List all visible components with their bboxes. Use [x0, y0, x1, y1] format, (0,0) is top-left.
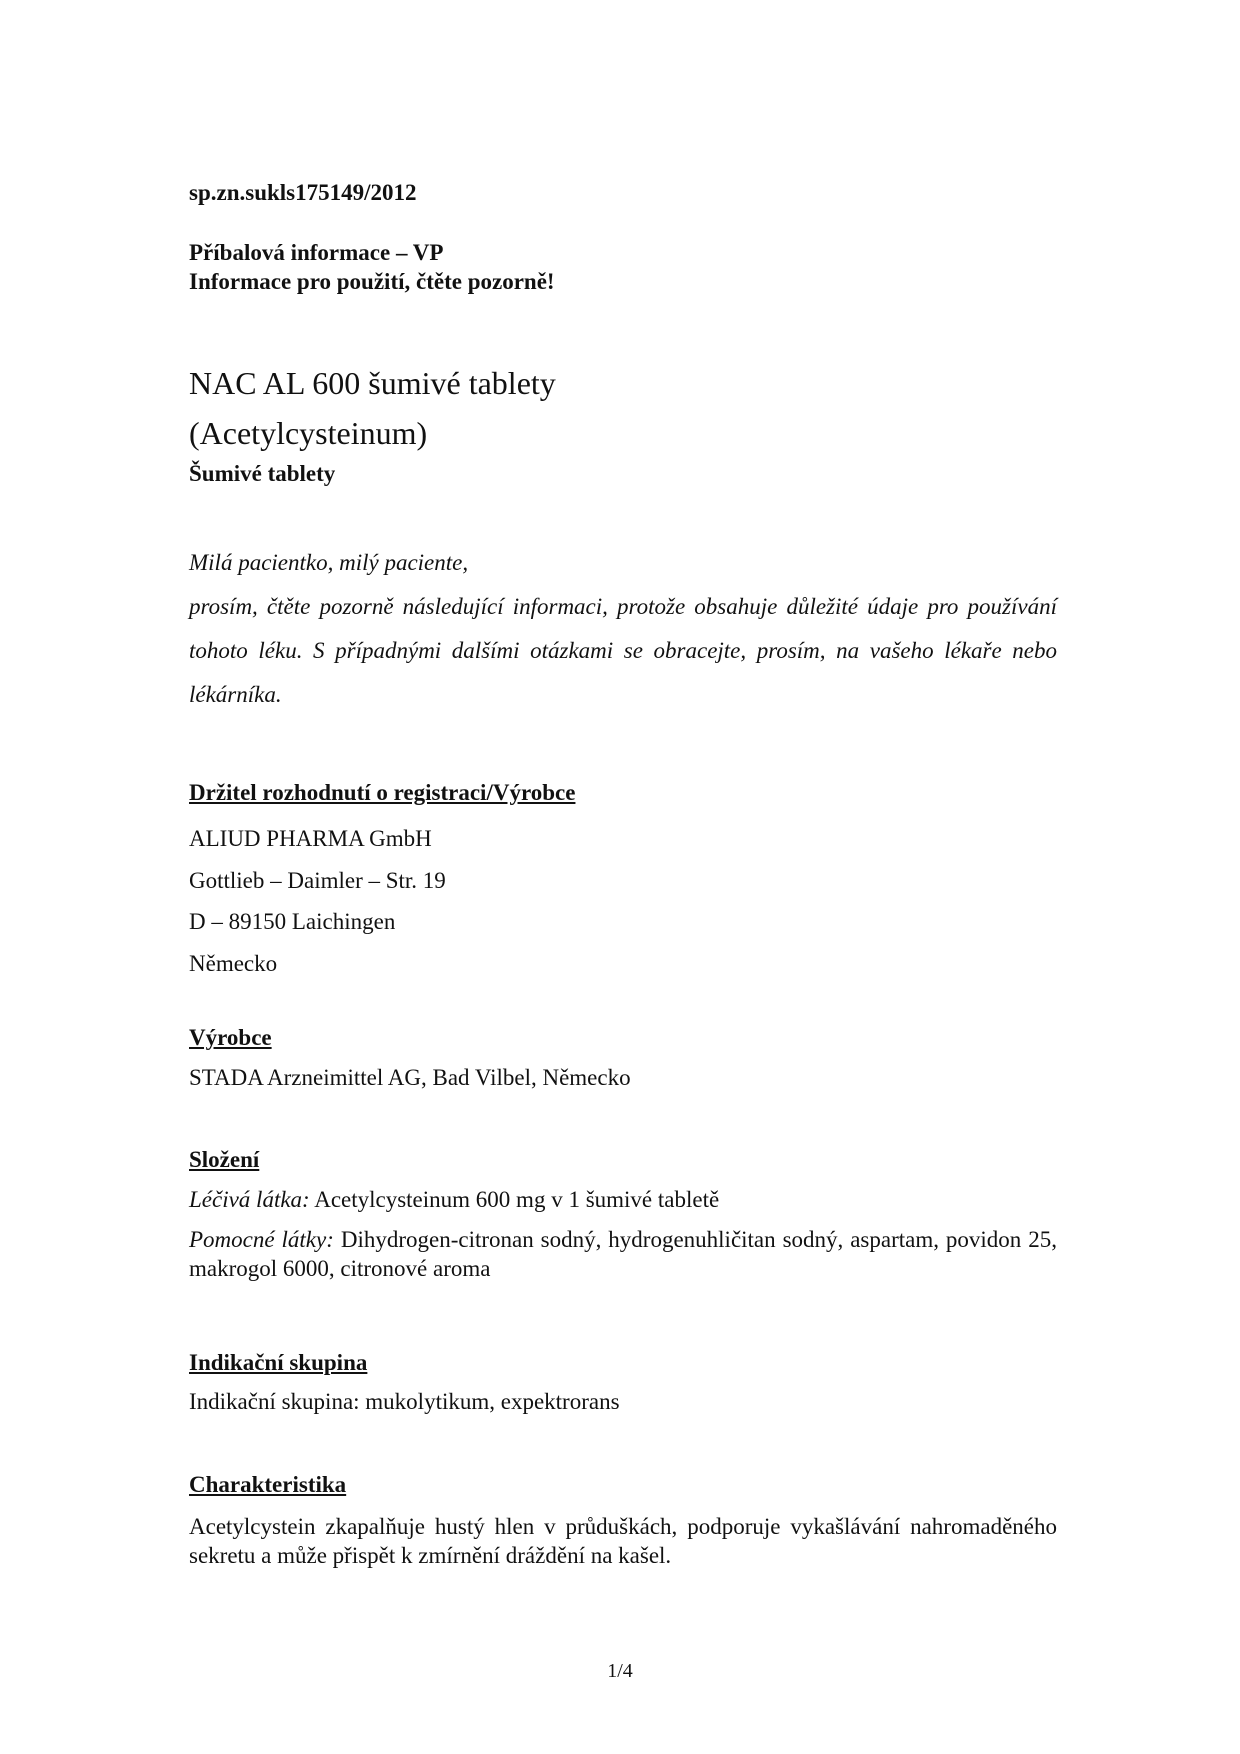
intro-greeting: Milá pacientko, milý paciente, — [189, 550, 469, 575]
leaflet-instruction: Informace pro použití, čtěte pozorně! — [189, 269, 555, 294]
holder-street: Gottlieb – Daimler – Str. 19 — [189, 867, 446, 893]
holder-heading: Držitel rozhodnutí o registraci/Výrobce — [189, 780, 576, 805]
leaflet-title: Příbalová informace – VP — [189, 240, 444, 265]
indication-text: Indikační skupina: mukolytikum, expektrorans — [189, 1389, 620, 1414]
holder-country: Německo — [189, 950, 278, 976]
indication-heading: Indikační skupina — [189, 1350, 368, 1375]
characteristics-heading: Charakteristika — [189, 1472, 347, 1497]
active-substance — [189, 1187, 1057, 1213]
characteristics-text: Acetylcystein zkapalňuje hustý hlen v průduškách, podporuje vykašlávání nahromaděného sekretu a může přispět k zmírnění dráždění na kašel. — [189, 1514, 1057, 1568]
page-content — [189, 0, 1057, 1754]
holder-name: ALIUD PHARMA GmbH — [189, 826, 432, 851]
intro-text — [189, 541, 1057, 717]
holder-city: D – 89150 Laichingen — [189, 909, 396, 934]
manufacturer-text: STADA Arzneimittel AG, Bad Vilbel, Německo — [189, 1065, 631, 1090]
page-number: 1/4 — [607, 1660, 633, 1682]
active-label: Léčivá látka: — [189, 1187, 310, 1212]
excipients-label: Pomocné látky: — [189, 1227, 334, 1252]
holder-address — [189, 818, 1057, 984]
manufacturer-heading: Výrobce — [189, 1025, 272, 1050]
excipients — [189, 1225, 1057, 1283]
composition-heading: Složení — [189, 1147, 260, 1172]
active-text: Acetylcysteinum 600 mg v 1 šumivé tabletě — [314, 1187, 720, 1212]
product-name: NAC AL 600 šumivé tablety — [189, 365, 556, 401]
reference-number: sp.zn.sukls175149/2012 — [189, 180, 417, 205]
leaflet-header — [189, 238, 1057, 296]
intro-body: prosím, čtěte pozorně následující informaci, protože obsahuje důležité údaje pro používání tohoto léku. S případnými dalšími otázkami se obracejte, prosím, na vašeho lékaře nebo lékárníka. — [189, 594, 1057, 707]
excipients-text: Dihydrogen-citronan sodný, hydrogenuhličitan sodný, aspartam, povidon 25, makrogol 6000, citronové aroma — [189, 1227, 1058, 1281]
product-substance: (Acetylcysteinum) — [189, 415, 428, 451]
product-title — [189, 358, 1057, 458]
product-form: Šumivé tablety — [189, 461, 336, 486]
